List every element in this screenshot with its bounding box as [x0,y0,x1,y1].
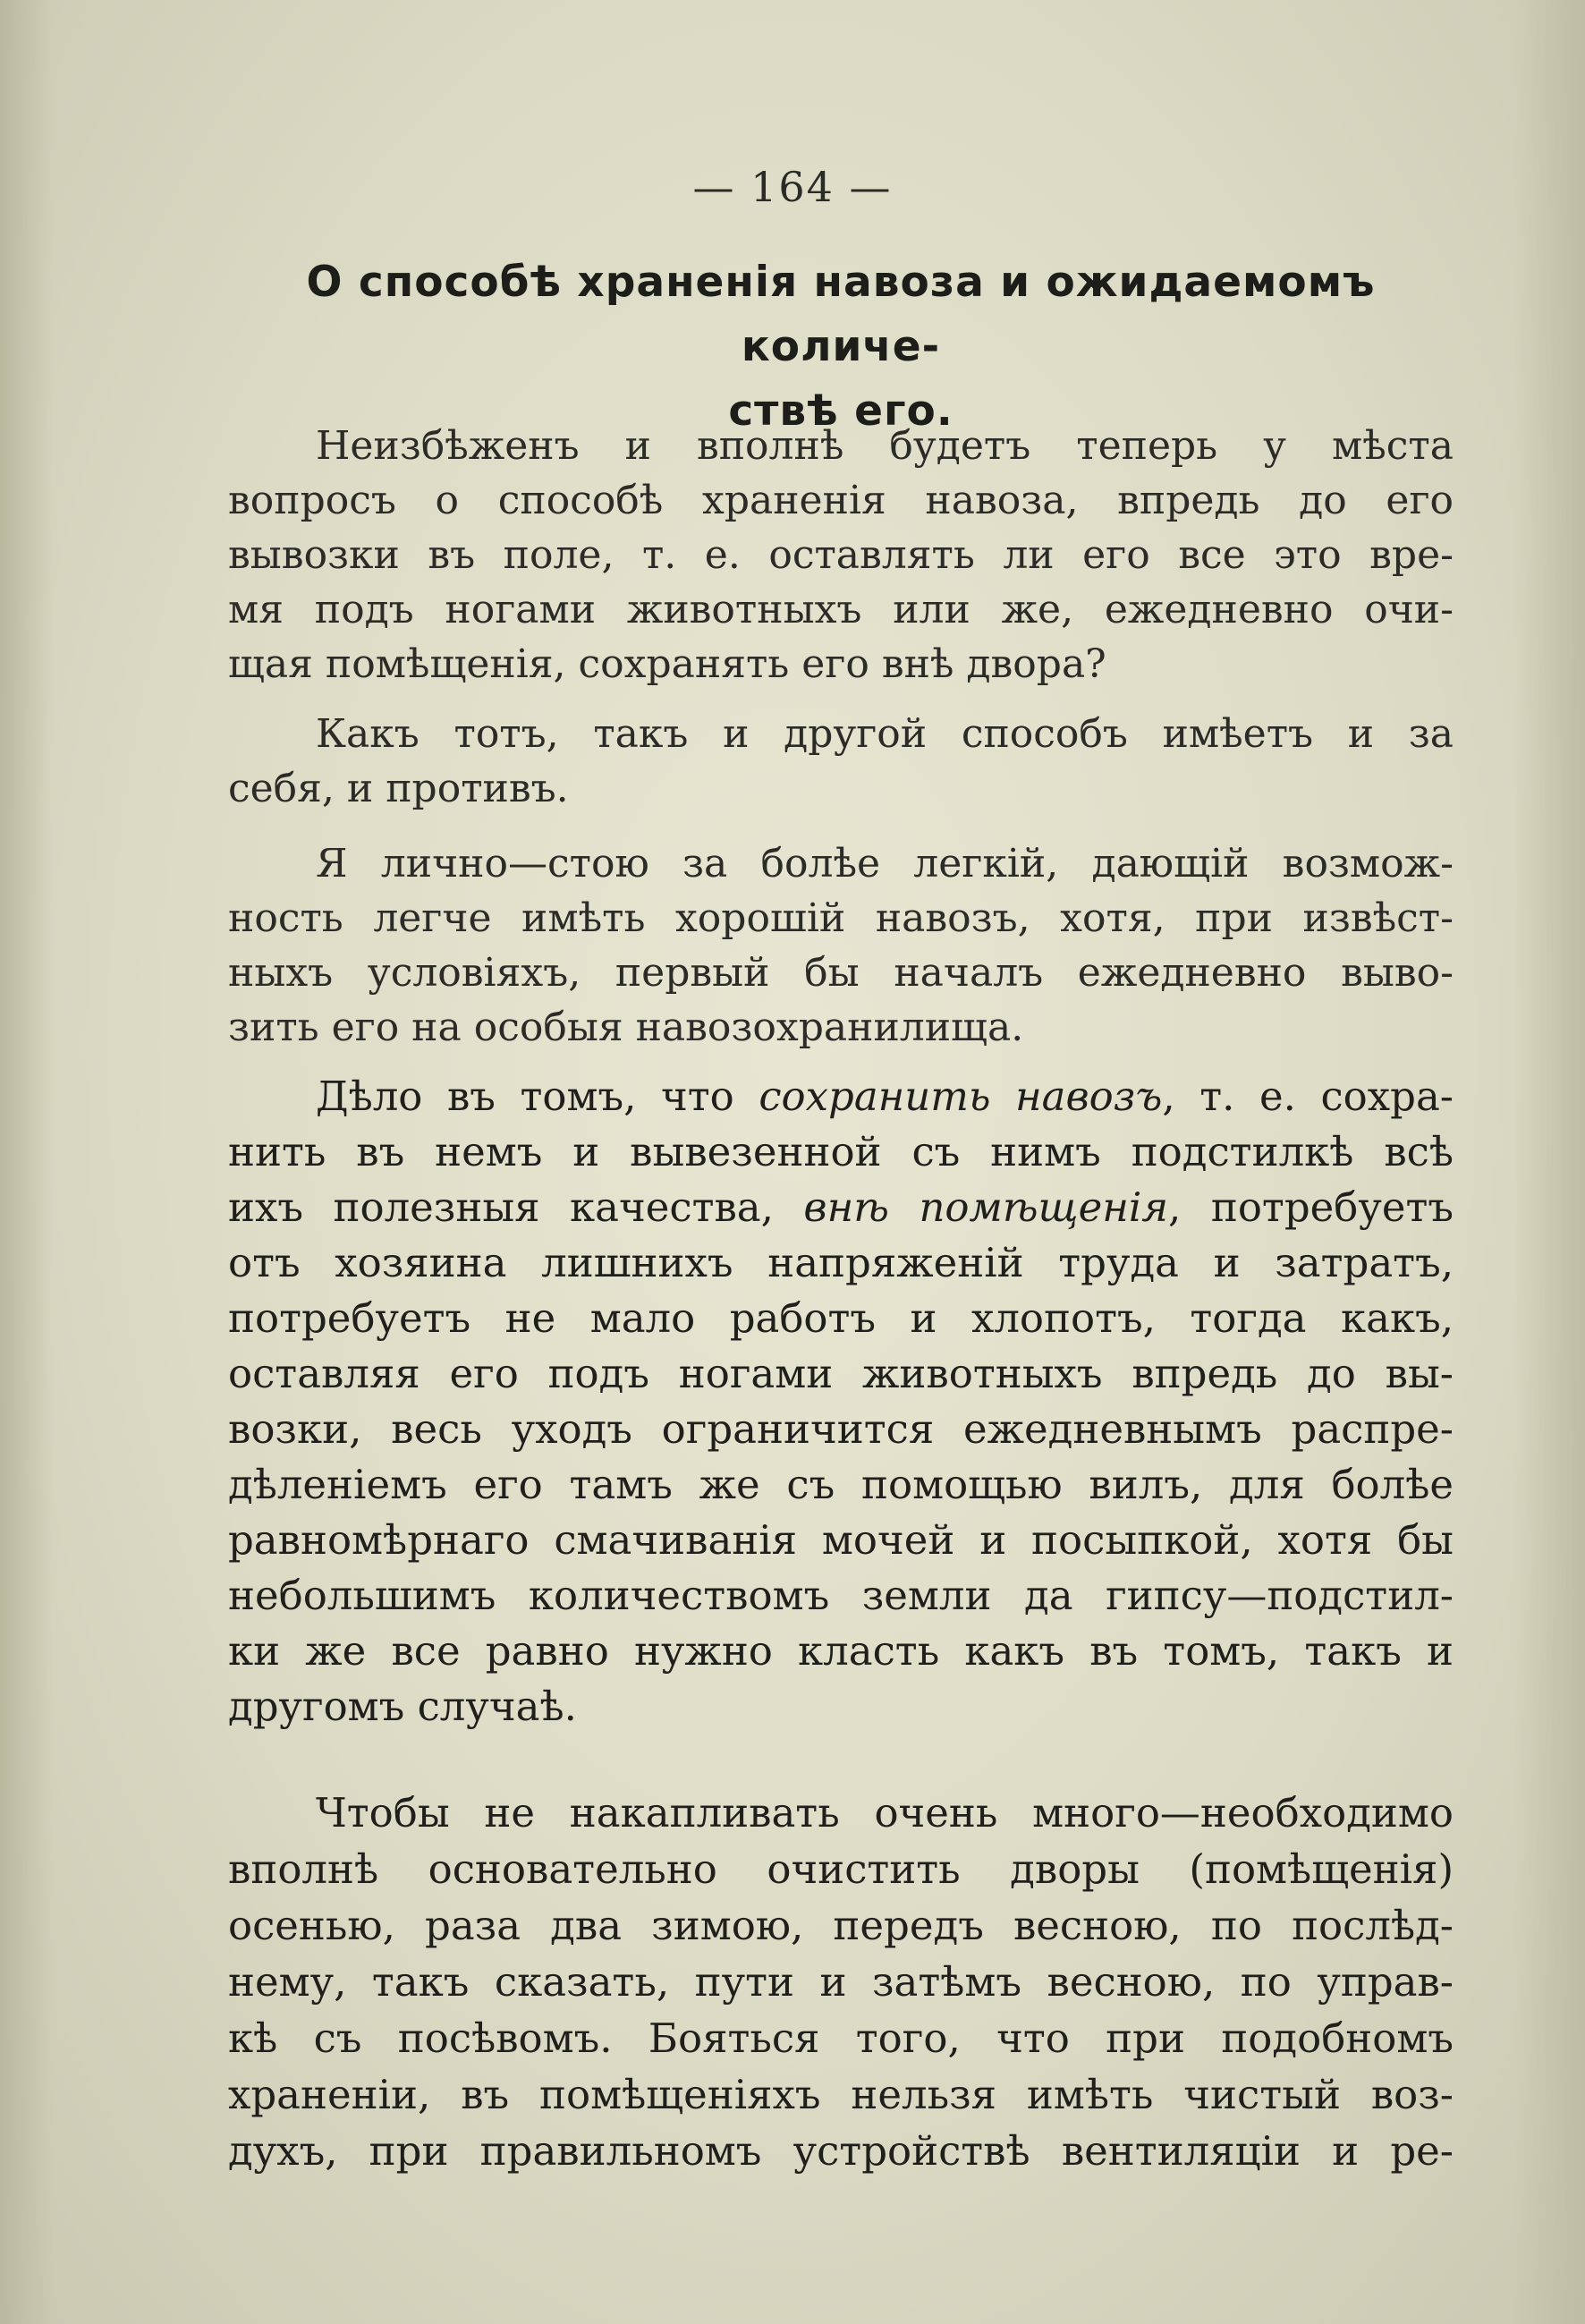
text-line: Чтобы не накапливать очень много—необходимо [316,1789,1454,1836]
text-line: Я лично—стою за болѣе легкій, дающій возмож- [316,841,1454,886]
paragraph-3 [228,836,1454,1055]
text-line: Неизбѣженъ и вполнѣ будетъ теперь у мѣста [316,423,1454,469]
text-line: мя подъ ногами животныхъ или же, ежедневно очи- [228,587,1454,632]
italic-phrase: сохранить навозъ [759,1073,1163,1120]
text-line: нить въ немъ и вывезенной съ нимъ подстилкѣ всѣ [228,1128,1454,1175]
text-line: вопросъ о способѣ храненія навоза, впредь до его [228,478,1454,523]
text-line: ихъ полезныя качества, внѣ помѣщенія, потребуетъ [228,1183,1454,1231]
paragraph-5 [228,1785,1454,2179]
text-line: вполнѣ основательно очистить дворы (помѣщенія) [228,1845,1454,1893]
text-line: вывозки въ поле, т. е. оставлять ли его все это вре- [228,532,1454,578]
text-line: зить его на особыя навозохранилища. [228,1005,1024,1050]
text-line: Какъ тотъ, такъ и другой способъ имѣетъ и за [316,711,1454,757]
text-line: храненіи, въ помѣщеніяхъ нельзя имѣть чистый воз- [228,2071,1454,2118]
text-line: осенью, раза два зимою, передъ весною, по послѣд- [228,1902,1454,1949]
text-line: нему, такъ сказать, пути и затѣмъ весною, по управ- [228,1958,1454,2006]
paragraph-2 [228,707,1454,816]
text-line: потребуетъ не мало работъ и хлопотъ, тогда какъ, [228,1294,1454,1342]
text-line: другомъ случаѣ. [228,1683,577,1730]
heading-line-2: ствѣ его. [728,386,954,436]
text-line: ность легче имѣть хорошій навозъ, хотя, при извѣст- [228,895,1454,941]
text-line: оставляя его подъ ногами животныхъ впредь до вы- [228,1350,1454,1397]
italic-phrase: внѣ помѣщенія [803,1183,1169,1231]
text-line: духъ, при правильномъ устройствѣ вентиляціи и ре- [228,2127,1454,2175]
page-shadow-left [0,0,54,2324]
text-line: ныхъ условіяхъ, первый бы началъ ежедневно выво- [228,950,1454,996]
text-line: себя, и противъ. [228,766,569,811]
text-line: дѣленіемъ его тамъ же съ помощью вилъ, для болѣе [228,1461,1454,1508]
text-line: отъ хозяина лишнихъ напряженій труда и затратъ, [228,1239,1454,1286]
text-line: возки, весь уходъ ограничится ежедневнымъ распре- [228,1405,1454,1453]
heading-line-1: О способѣ храненія навоза и ожидаемомъ количе- [306,258,1376,371]
text-line: равномѣрнаго смачиванія мочей и посыпкой, хотя бы [228,1516,1454,1564]
text-line: щая помѣщенія, сохранять его внѣ двора? [228,641,1106,687]
text-line: Дѣло въ томъ, что сохранить навозъ, т. е. сохра- [316,1073,1454,1120]
text-line: небольшимъ количествомъ земли да гипсу—подстил- [228,1572,1454,1619]
paragraph-4 [228,1069,1454,1735]
paragraph-1 [228,419,1454,691]
text-line: кѣ съ посѣвомъ. Бояться того, что при подобномъ [228,2014,1454,2062]
text-line: ки же все равно нужно класть какъ въ томъ, такъ и [228,1627,1454,1675]
page-shadow-right [1513,0,1585,2324]
page-number: — 164 — [692,163,893,211]
section-heading [250,250,1431,444]
